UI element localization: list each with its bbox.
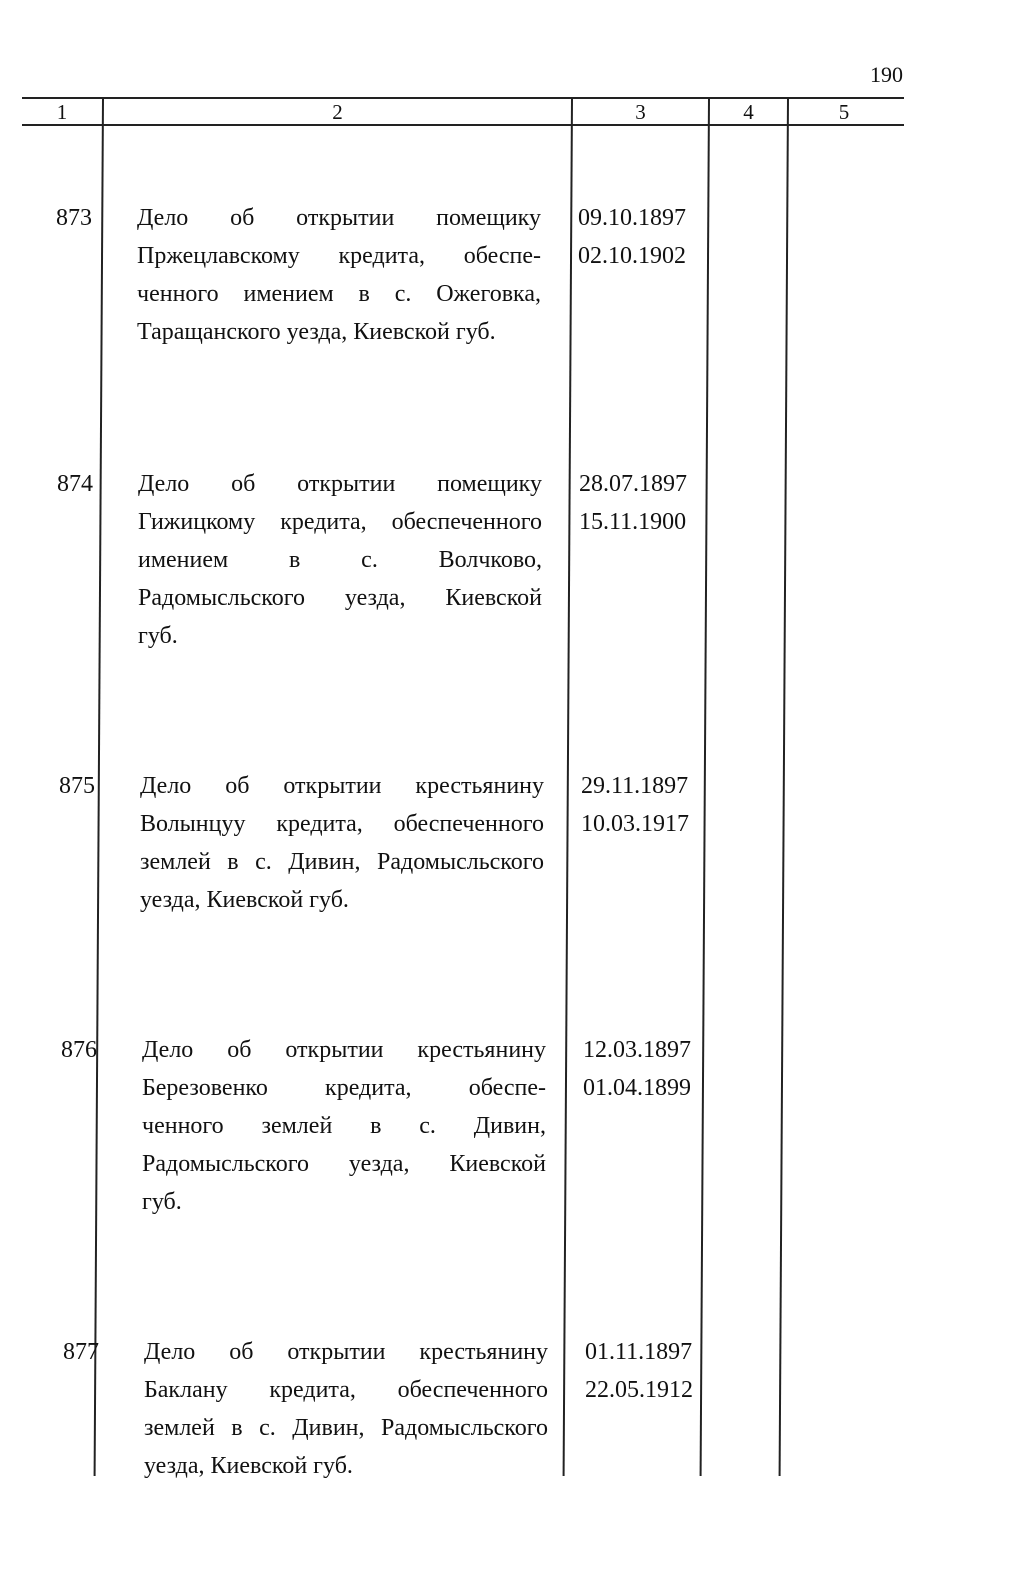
page-number: 190 — [870, 62, 903, 87]
start-date: 29.11.1897 — [581, 773, 689, 799]
description-line: Радомысльского уезда, Киевской — [138, 585, 542, 611]
description-line: губ. — [142, 1189, 182, 1215]
description-line: имением в с. Волчково, — [138, 547, 542, 573]
end-date: 22.05.1912 — [585, 1377, 693, 1403]
entry-description — [144, 1333, 548, 1485]
end-date: 02.10.1902 — [578, 243, 686, 269]
entry-description — [137, 199, 541, 351]
column-header-5: 5 — [838, 100, 850, 124]
description-line: Баклану кредита, обеспеченного — [144, 1377, 548, 1403]
column-divider — [700, 98, 710, 1476]
entry-number: 876 — [61, 1037, 97, 1063]
column-divider — [779, 98, 789, 1476]
description-line: Гижицкому кредита, обеспеченного — [138, 509, 542, 535]
start-date: 09.10.1897 — [578, 205, 686, 231]
description-line: Пржецлавскому кредита, обеспе- — [137, 243, 541, 269]
entry-dates — [579, 465, 687, 541]
description-line: уезда, Киевской губ. — [140, 887, 349, 913]
entry-description — [142, 1031, 546, 1221]
end-date: 15.11.1900 — [579, 509, 687, 535]
description-line: ченного имением в с. Ожеговка, — [137, 281, 541, 307]
description-line: Дело об открытии крестьянину — [140, 773, 544, 799]
entry-dates — [583, 1031, 691, 1107]
description-line: Березовенко кредита, обеспе- — [142, 1075, 546, 1101]
start-date: 28.07.1897 — [579, 471, 687, 497]
entry-number: 875 — [59, 773, 95, 799]
description-line: Дело об открытии крестьянину — [144, 1339, 548, 1365]
entry-number: 877 — [63, 1339, 99, 1365]
header-bottom-rule — [22, 124, 904, 126]
column-divider — [563, 98, 573, 1476]
entry-description — [138, 465, 542, 655]
description-line: губ. — [138, 623, 178, 649]
entry-dates — [585, 1333, 693, 1409]
column-header-1: 1 — [56, 100, 68, 124]
column-divider — [94, 98, 104, 1476]
start-date: 12.03.1897 — [583, 1037, 691, 1063]
end-date: 10.03.1917 — [581, 811, 689, 837]
description-line: Дело об открытии помещику — [138, 471, 542, 497]
column-header-2: 2 — [332, 100, 343, 124]
description-line: землей в с. Дивин, Радомысльского — [144, 1415, 548, 1441]
table-top-rule — [22, 97, 904, 99]
description-line: уезда, Киевской губ. — [144, 1453, 353, 1479]
end-date: 01.04.1899 — [583, 1075, 691, 1101]
description-line: Радомысльского уезда, Киевской — [142, 1151, 546, 1177]
description-line: Дело об открытии помещику — [137, 205, 541, 231]
description-line: Таращанского уезда, Киевской губ. — [137, 319, 496, 345]
entry-dates — [578, 199, 686, 275]
entry-number: 874 — [57, 471, 93, 497]
column-header-4: 4 — [743, 100, 754, 124]
description-line: землей в с. Дивин, Радомысльского — [140, 849, 544, 875]
entry-dates — [581, 767, 689, 843]
description-line: ченного землей в с. Дивин, — [142, 1113, 546, 1139]
entry-description — [140, 767, 544, 919]
description-line: Дело об открытии крестьянину — [142, 1037, 546, 1063]
column-header-3: 3 — [635, 100, 646, 124]
start-date: 01.11.1897 — [585, 1339, 693, 1365]
description-line: Волынцуу кредита, обеспеченного — [140, 811, 544, 837]
entry-number: 873 — [56, 205, 92, 231]
